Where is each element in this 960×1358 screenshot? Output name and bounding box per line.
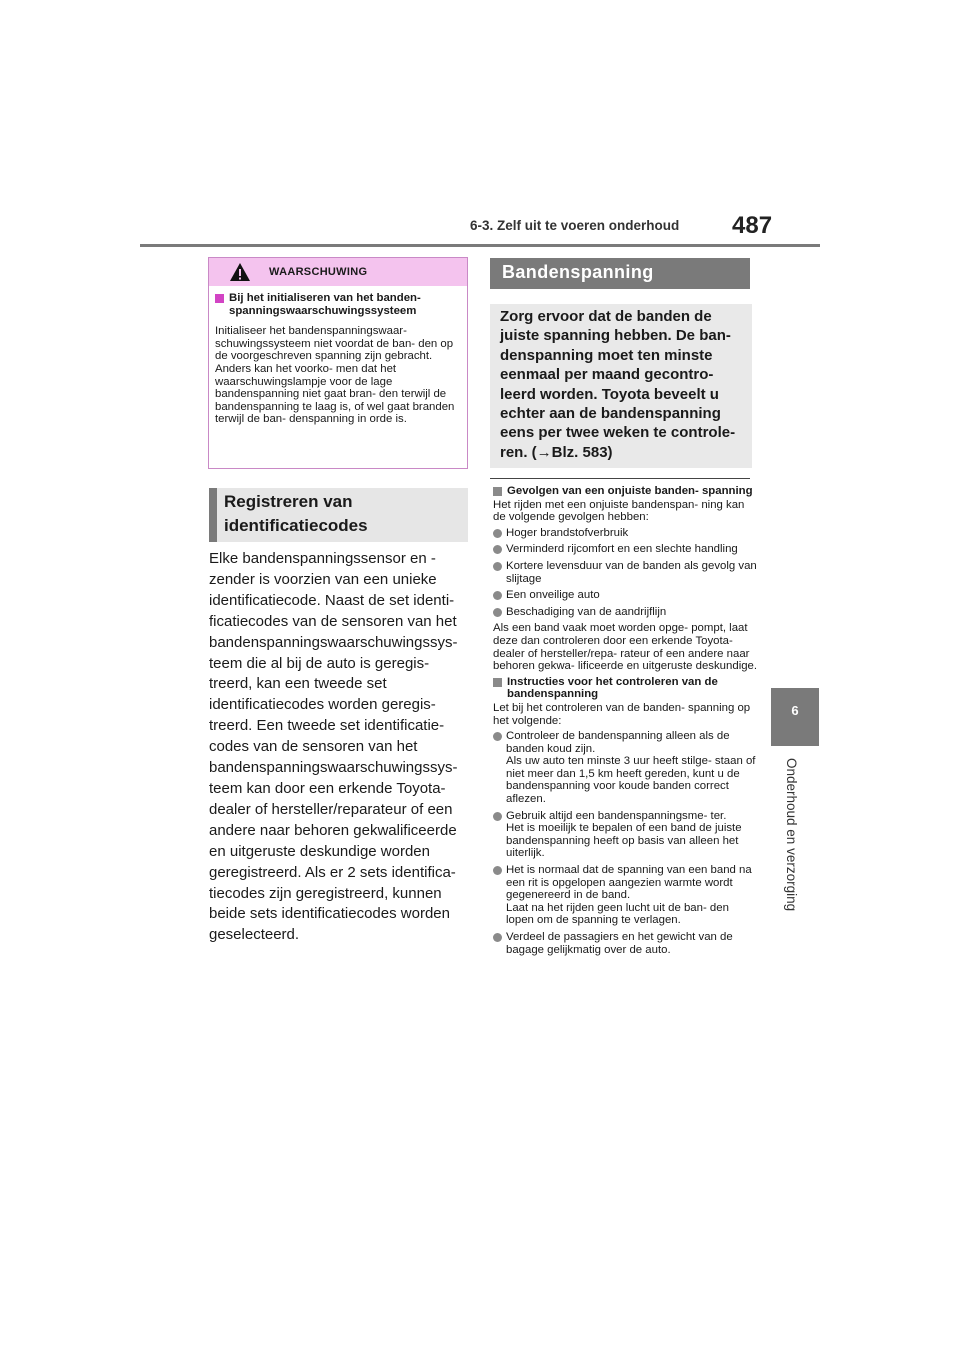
registration-body: Elke bandenspanningssensor en - zender is voorzien van een unieke identificatiecode. Naast de set identi- ficatiecodes van de sensoren van het bandenspanningswaarschuwingssys- teem die al bij de auto is geregis- treerd, kan een tweede set identificatiecodes worden geregis- treerd. Een tweede set identificatie- codes van de sensoren van het bandenspanningswaarschuwingssys- teem kan door een erkende Toyota- dealer of hersteller/reparateur of een andere naar behoren gekwalificeerde en uitgeruste deskundige worden geregistreerd. Als er 2 sets identifica- tiecodes zijn geregistreerd, kunnen beide sets identificatiecodes worden geselecteerd.	[209, 550, 458, 944]
registration-title-line2: identificatiecodes	[224, 516, 368, 535]
bandenspanning-title: Bandenspanning	[502, 262, 654, 282]
right-column	[493, 485, 758, 960]
chapter-tab: 6	[771, 688, 819, 746]
section-divider	[490, 478, 750, 479]
instructies-intro: Let bij het controleren van de banden- spanning op het volgende:	[493, 701, 751, 727]
gevolgen-intro: Het rijden met een onjuiste bandenspan- ning kan de volgende gevolgen hebben:	[493, 498, 745, 524]
list-item	[493, 931, 758, 956]
bullet-main-text: Het is normaal dat de spanning van een band na een rit is opgelopen aangezien warmte wordt gegenereerd in de band.	[506, 864, 752, 902]
bandenspanning-intro-box	[490, 304, 752, 468]
list-item: Een onveilige auto	[493, 589, 758, 602]
list-item	[493, 810, 758, 860]
bullet-note: Als uw auto ten minste 3 uur heeft stilge- staan of niet meer dan 1,5 km heeft gereden, kunt u de bandenspanning voor koude banden correct aflezen.	[506, 755, 756, 806]
page-number: 487	[732, 212, 773, 239]
registration-title	[224, 490, 368, 538]
list-item	[493, 864, 758, 927]
bullet-main-text: Controleer de bandenspanning alleen als de banden koud zijn.	[506, 730, 730, 755]
section-title: 6-3. Zelf uit te voeren onderhoud	[470, 218, 680, 233]
instructies-list	[493, 730, 758, 956]
list-item: Beschadiging van de aandrijflijn	[493, 606, 758, 619]
square-bullet-icon	[215, 294, 224, 303]
list-item	[493, 730, 758, 806]
warning-text: Initialiseer het bandenspanningswaar- schuwingssysteem niet voordat de ban- den op de voorgeschreven spanning zijn gebracht. Anders kan het voorko- men dat het waarschuwingslampje voor de lage bandenspanning niet gaat bran- den terwijl de bandenspanning te laag is, of wel gaat branden terwijl de ban- denspanning in orde is.	[215, 325, 455, 426]
gevolgen-outro: Als een band vaak moet worden opge- pompt, laat deze dan controleren door een erkende Toyota-dealer of hersteller/repa- rateur of een andere naar behoren gekwa- lificeerde en uitgeruste deskundige.	[493, 622, 758, 673]
gevolgen-heading-text: Gevolgen van een onjuiste banden- spanning	[507, 485, 753, 497]
square-bullet-icon	[493, 487, 502, 496]
list-item: Verminderd rijcomfort en een slechte handling	[493, 543, 758, 556]
bandenspanning-intro: Zorg ervoor dat de banden de juiste spanning hebben. De ban- denspanning moet ten minste eenmaal per maand gecontro- leerd worden. Toyota beveelt u echter aan de bandenspanning eens per twee weken te controle- ren. (→Blz. 583)	[500, 308, 736, 461]
header-divider	[140, 244, 820, 247]
list-item: Kortere levensduur van de banden als gevolg van slijtage	[493, 560, 758, 585]
warning-subheading	[215, 292, 461, 317]
bullet-main-text: Gebruik altijd een bandenspanningsme- ter.	[506, 809, 727, 822]
registration-title-line1: Registreren van	[224, 492, 353, 511]
bullet-dot-icon	[493, 545, 502, 554]
square-bullet-icon	[493, 678, 502, 687]
bullet-dot-icon	[493, 591, 502, 600]
warning-title: WAARSCHUWING	[269, 266, 368, 278]
chapter-label-text: Onderhoud en verzorging	[784, 758, 799, 912]
gevolgen-heading	[493, 485, 758, 498]
bullet-dot-icon	[493, 608, 502, 617]
bandenspanning-heading	[490, 258, 750, 289]
warning-box	[208, 257, 468, 469]
warning-subheading-text: Bij het initialiseren van het banden- spanningswaarschuwingssysteem	[229, 292, 421, 317]
gevolgen-list	[493, 527, 758, 619]
bullet-main-text: Verdeel de passagiers en het gewicht van de bagage gelijkmatig over de auto.	[506, 931, 733, 956]
instructies-heading-text: Instructies voor het controleren van de bandenspanning	[507, 675, 718, 701]
bullet-note: Het is moeilijk te bepalen of een band de juiste bandenspanning heeft op basis van alleen het uiterlijk.	[506, 822, 742, 860]
instructies-heading	[493, 676, 758, 701]
bullet-note: Laat na het rijden geen lucht uit de ban- den lopen om de spanning te verlagen.	[506, 901, 729, 927]
registration-heading	[209, 488, 468, 542]
bullet-dot-icon	[493, 732, 502, 741]
bullet-dot-icon	[493, 866, 502, 875]
bullet-dot-icon	[493, 812, 502, 821]
warning-triangle-icon	[229, 262, 251, 282]
heading-accent-bar	[209, 488, 217, 542]
bullet-dot-icon	[493, 529, 502, 538]
bullet-dot-icon	[493, 933, 502, 942]
warning-header	[209, 258, 467, 286]
chapter-label	[784, 758, 804, 958]
bullet-dot-icon	[493, 562, 502, 571]
list-item: Hoger brandstofverbruik	[493, 527, 758, 540]
